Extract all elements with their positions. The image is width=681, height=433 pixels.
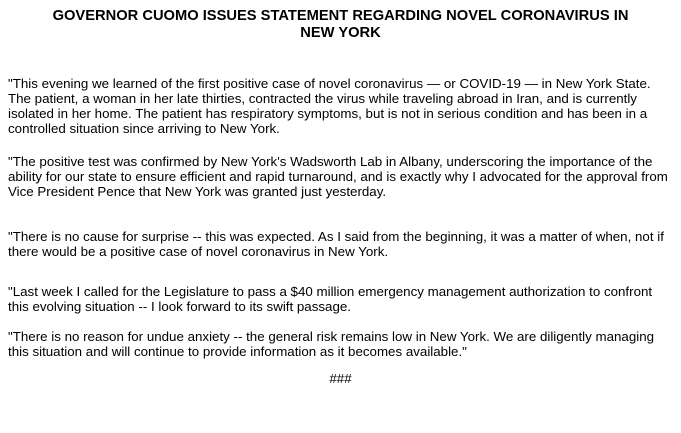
statement-paragraph: "This evening we learned of the first positive case of novel coronavirus — or COVID-19 — in New York State. The patient, a woman in her late thirties, contracted the virus while traveling abroad in Iran, and is currently isolated in her home. The patient has respiratory symptoms, but is not in serious condition and has been in a controlled situation since arriving to New York. [8,75,651,136]
page-title: GOVERNOR CUOMO ISSUES STATEMENT REGARDING NOVEL CORONAVIRUS IN NEW YORK [52,8,629,41]
press-release-document [8,8,673,386]
statement-paragraph: "There is no cause for surprise -- this was expected. As I said from the beginning, it was a matter of when, not if there would be a positive case of novel coronavirus in New York. [8,228,664,259]
statement-paragraph: "The positive test was confirmed by New York's Wadsworth Lab in Albany, underscoring the importance of the ability for our state to ensure efficient and rapid turnaround, and is exactly why I advocated for the approval from Vice President Pence that New York was granted just yesterday. [8,153,668,199]
statement-paragraph: "Last week I called for the Legislature to pass a $40 million emergency management authorization to confront this evolving situation -- I look forward to its swift passage. [8,283,653,314]
end-mark: ### [329,370,352,386]
statement-paragraph: "There is no reason for undue anxiety -- the general risk remains low in New York. We are diligently managing this situation and will continue to provide information as it becomes available." [8,328,655,359]
